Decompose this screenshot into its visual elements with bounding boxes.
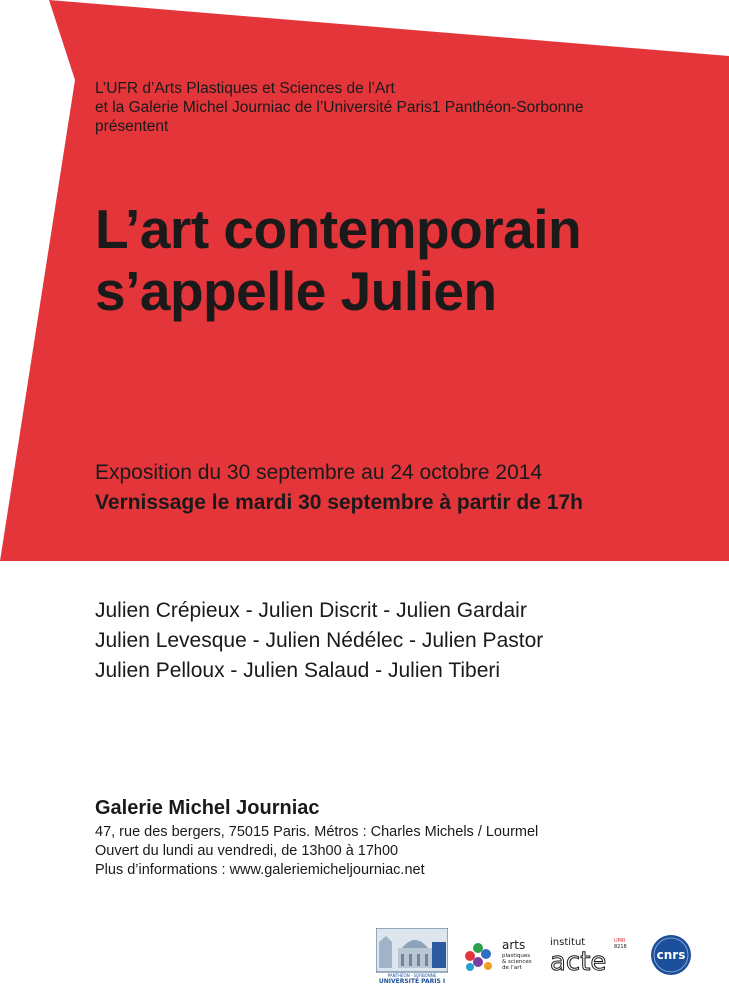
- gallery-name: Galerie Michel Journiac: [95, 797, 320, 819]
- gallery-address: 47, rue des bergers, 75015 Paris. Métros : Charles Michels / Lourmel: [95, 824, 539, 840]
- acte-main: acte: [550, 947, 607, 974]
- paris1-caption: UNIVERSITÉ PARIS I: [378, 978, 446, 984]
- intro-line: et la Galerie Michel Journiac de l’Université Paris1 Panthéon-Sorbonne: [95, 99, 584, 116]
- intro-line: présentent: [95, 118, 169, 135]
- cnrs-logo: [650, 934, 692, 976]
- artist-list: [95, 596, 543, 686]
- artist-line: Julien Crépieux - Julien Discrit - Julien Gardair: [95, 599, 527, 622]
- title-line: L’art contemporain: [95, 198, 582, 260]
- gallery-info: [95, 823, 538, 880]
- paris1-caption-top: PANTHÉON · SORBONNE: [387, 973, 437, 978]
- arts-sub3: de l’art: [502, 965, 522, 971]
- acte-top: institut: [550, 937, 586, 948]
- artist-line: Julien Pelloux - Julien Salaud - Julien Tiberi: [95, 659, 501, 682]
- intro-text: [95, 79, 584, 136]
- acte-badge-top: UMR: [614, 938, 626, 944]
- exhibition-title: [95, 198, 581, 322]
- exhibition-dates: Exposition du 30 septembre au 24 octobre 2014: [95, 461, 543, 484]
- title-line: s’appelle Julien: [95, 260, 497, 322]
- university-building-logo: [376, 928, 448, 984]
- arts-sub2: & sciences: [502, 959, 532, 965]
- cnrs-label: cnrs: [656, 948, 686, 962]
- arts-sub1: plastiques: [502, 953, 531, 959]
- gallery-website: Plus d’informations : www.galeriemicheljourniac.net: [95, 862, 425, 878]
- arts-plastiques-logo: [462, 936, 542, 976]
- arts-label: arts: [502, 938, 526, 952]
- intro-line: L’UFR d’Arts Plastiques et Sciences de l’Art: [95, 80, 395, 97]
- gallery-hours: Ouvert du lundi au vendredi, de 13h00 à 17h00: [95, 843, 399, 859]
- acte-badge-num: 8218: [614, 944, 627, 950]
- vernissage-text: Vernissage le mardi 30 septembre à partir de 17h: [95, 491, 583, 514]
- artist-line: Julien Levesque - Julien Nédélec - Julien Pastor: [95, 629, 544, 652]
- institut-acte-logo: [548, 934, 636, 974]
